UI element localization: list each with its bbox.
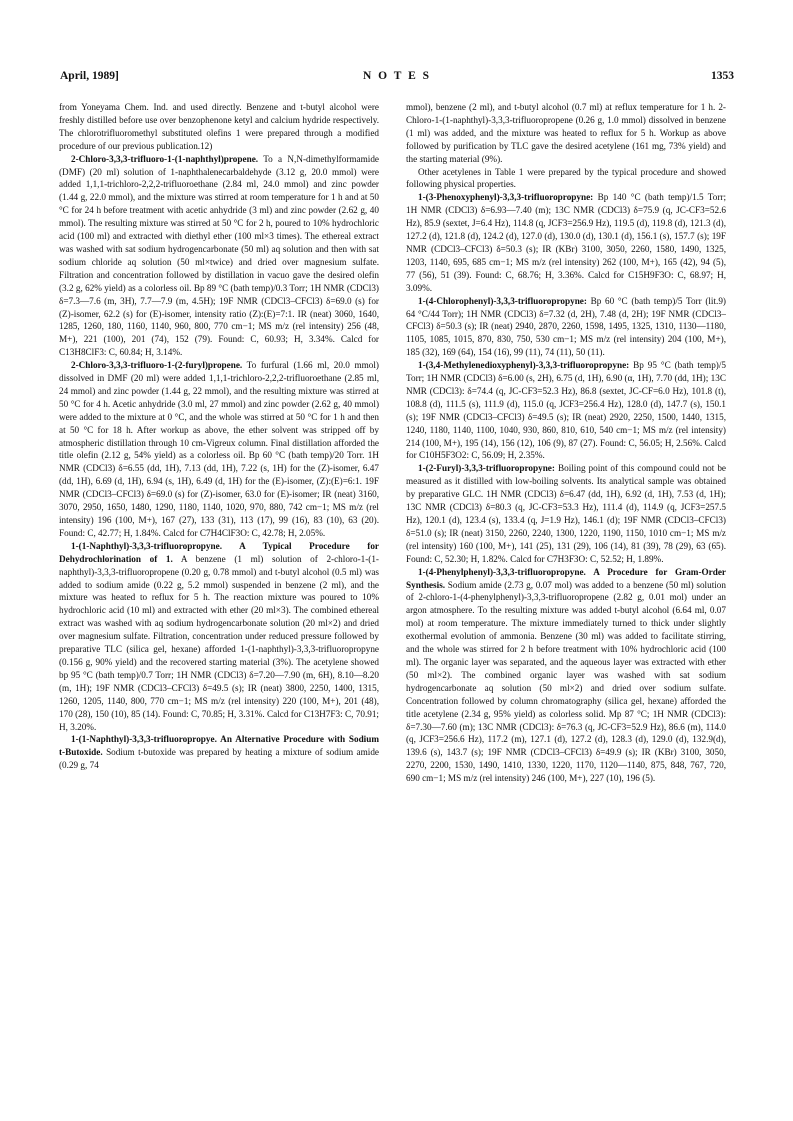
compound-heading: 1-(1-Naphthyl)-3,3,3-trifluoropropye. An Alternative Procedure with Sodium t-Butoxide.: [59, 734, 379, 758]
paragraph-text: Sodium t-butoxide was prepared by heating a mixture of sodium amide (0.29 g, 74: [59, 747, 379, 771]
paragraph-text: Other acetylenes in Table 1 were prepared by the typical procedure and showed following physical properties.: [406, 166, 726, 190]
paragraph: [406, 295, 726, 360]
compound-heading: 1-(4-Phenylphenyl)-3,3,3-trifluoropropyne. A Procedure for Gram-Order Synthesis.: [406, 566, 726, 590]
paragraph-text: Boiling point of this compound could not be measured as it distilled with low-boiling solvents. Its analytical sample was obtained by preparative GLC. 1H NMR (CDCl3) δ=6.47 (dd, 1H), 6.92 (d, 1H), 7.53 (d, 1H); 13C NMR (CDCl3) δ=80.3 (q, JC-CF3=53.3 Hz), 111.4 (d), 114.9 (q, JCF3=257.5 Hz), 120.1 (d), 123.4 (s), 133.4 (q, J=1.9 Hz), 146.1 (d); 19F NMR (CDCl3–CFCl3) δ=51.0 (s); IR (neat) 3150, 2260, 2240, 1300, 1220, 1190, 1150, 1010 cm−1; MS m/z (rel intensity) 160 (100, M+), 141 (25), 131 (29), 106 (14), 81 (39), 78 (29), 63 (65). Found: C, 52.30; H, 1.82%. Calcd for C7H3F3O: C, 52.52; H, 1.89%.: [406, 463, 726, 564]
compound-heading: 2-Chloro-3,3,3-trifluoro-1-(1-naphthyl)propene.: [71, 153, 259, 164]
paragraph: [59, 733, 379, 772]
compound-heading: 1-(1-Naphthyl)-3,3,3-trifluoropropyne. A Typical Procedure for Dehydrochlorination of 1.: [59, 540, 379, 564]
paragraph-text: Bp 60 °C (bath temp)/5 Torr (lit.9) 64 °C/44 Torr); 1H NMR (CDCl3) δ=7.32 (d, 2H), 7.48 (d, 2H); 19F NMR (CDCl3–CFCl3) δ=50.3 (s); IR (neat) 2940, 2870, 2260, 1598, 1495, 1325, 1310, 1130—1180, 1105, 1085, 1015, 870, 830, 750, 530 cm−1; MS m/z (rel intensity) 204 (100, M+), 185 (32), 169 (64), 154 (16), 99 (11), 74 (11), 50 (11).: [406, 295, 726, 358]
paragraph-text: A benzene (1 ml) solution of 2-chloro-1-(1-naphthyl)-3,3,3-trifluoropropene (0.20 g, 0.78 mmol) and t-butyl alcohol (0.5 ml) was added to sodium amide (0.22 g, 5.2 mmol) suspended in benzene (2 ml), and the mixture was heated to reflux for 5 h. The reaction mixture was poured to 10% hydrochloric acid (10 ml) and extracted with ether (20 ml×3). The combined ethereal extract was washed with aq sodium hydrogencarbonate solution (20 ml×2) and dried over magnesium sulfate. Filtration, concentration under reduced pressure followed by preparative TLC (silica gel, hexane) afforded 1-(1-naphthyl)-3,3,3-trifluoropropyne (0.156 g, 90% yield) and the recovered starting material (3%). The acetylene showed bp 95 °C (bath temp)/0.7 Torr; 1H NMR (CDCl3) δ=7.20—7.90 (m, 6H), 8.10—8.20 (m, 1H); 19F NMR (CDCl3–CFCl3) δ=49.5 (s); IR (neat) 3800, 2250, 1400, 1315, 1260, 1205, 1140, 800, 770 cm−1; MS m/z (rel intensity) 220 (100, M+), 201 (48), 170 (28), 150 (10), 85 (14). Found: C, 70.85; H, 3.31%. Calcd for C13H7F3: C, 70.91; H, 3.20%.: [59, 553, 379, 732]
compound-heading: 1-(4-Chlorophenyl)-3,3,3-trifluoropropyne:: [418, 295, 587, 306]
running-header: [60, 70, 734, 86]
compound-heading: 2-Chloro-3,3,3-trifluoro-1-(2-furyl)propene.: [71, 360, 243, 371]
paragraph-text: To a N,N-dimethylformamide (DMF) (20 ml) solution of 1-naphthalenecarbaldehyde (3.12 g, 20.0 mmol) were added 1,1,1-trichloro-2,2,2-trifluoroethane (2.84 ml, 24.0 mmol) and zinc powder (1.44 g, 22.0 mmol), and the mixture was stirred at room temperature for 1 h and at 50 °C for 24 h before treatment with acetic anhydride (3 ml) and zinc powder (2.62 g, 40 mmol). The resulting mixture was stirred at 50 °C for 2 h, poured to 10% hydrochloric acid (100 ml) and extracted with diethyl ether (100 ml×3 times). The ethereal extract was washed with sat sodium hydrogencarbonate (50 ml) aq solution and then with sat sodium chloride aq solution (50 ml×twice) and dried over magnesium sulfate. Filtration and concentration followed by distillation in vacuo gave the desired olefin (3.2 g, 62% yield) as a colorless oil. Bp 89 °C (bath temp)/0.3 Torr; 1H NMR (CDCl3) δ=7.3—7.6 (m, 3H), 7.7—7.9 (m, 4.5H); 19F NMR (CDCl3–CFCl3) δ=69.0 (s) for (Z)-isomer, 62.2 (s) for (E)-isomer, intensity ratio (Z):(E)=7:1. IR (neat) 3060, 1640, 1285, 1260, 180, 1160, 1140, 960, 800, 770 cm−1; MS m/z (rel intensity) 256 (48, M+), 221 (100), 201 (74), 152 (79). Found: C, 60.93; H, 3.34%. Calcd for C13H8ClF3: C, 60.84; H, 3.14%.: [59, 153, 379, 358]
section-title: N O T E S: [362, 70, 432, 82]
paragraph: [406, 191, 726, 294]
paragraph-text: from Yoneyama Chem. Ind. and used directly. Benzene and t-butyl alcohol were freshly distilled before use over benzophenone ketyl and calcium hydride respectively. The chlorotrifluoromethyl substituted olefins 1 were prepared through a modified procedure of our previous publication.12): [59, 102, 379, 151]
paragraph: [406, 166, 726, 192]
paragraph: [59, 101, 379, 153]
compound-heading: 1-(3-Phenoxyphenyl)-3,3,3-trifluoropropyne:: [418, 192, 594, 203]
paragraph-text: Bp 140 °C (bath temp)/1.5 Torr; 1H NMR (CDCl3) δ=6.93—7.40 (m); 13C NMR (CDCl3) δ=75.9 (q, JC-CF3=52.6 Hz), 85.9 (sextet, J=6.4 Hz), 114.8 (q, JCF3=256.9 Hz), 119.5 (d), 119.8 (d), 121.3 (d), 127.2 (d), 121.8 (d), 124.2 (d), 127.0 (d), 130.0 (d), 130.1 (d), 156.1 (s), 157.7 (s); 19F NMR (CDCl3–CFCl3) δ=50.3 (s); IR (KBr) 3100, 3050, 2260, 1580, 1490, 1325, 1203, 1140, 695, 685 cm−1; MS m/z (rel intensity) 262 (100, M+), 165 (42), 94 (5), 77 (56), 51 (39). Found: C, 68.76; H, 3.36%. Calcd for C15H9F3O: C, 68.97; H, 3.09%.: [406, 192, 726, 293]
paragraph: [406, 101, 726, 166]
issue-date: April, 1989]: [60, 70, 119, 82]
left-column: [59, 101, 379, 1101]
paragraph-text: Sodium amide (2.73 g, 0.07 mol) was added to a benzene (50 ml) solution of 2-chloro-1-(4-phenylphenyl)-3,3,3-trifluoropropene (2.82 g, 0.01 mol) under an argon atmosphere. To the resulting mixture was added t-butyl alcohol (6.64 ml, 0.07 mol) at room temperature. The mixture immediately turned to thick under slightly exothermal evolution of ammonia. Benzene (30 ml) was added to facilitate stirring, and the whole was stirred for 2 h before treatment with 10% hydrochloric acid (100 ml). The organic layer was separated, and the aqueous layer was extracted with ether (50 ml×2). The combined organic layer was washed with sat sodium hydrogencarbonate aq solution (50 ml×2) and dried over sodium sulfate. Concentration followed by column chromatography (silica gel, hexane) afforded the title acetylene (2.34 g, 95% yield) as colorless solid. Mp 87 °C; 1H NMR (CDCl3): δ=7.30—7.60 (m); 13C NMR (CDCl3): δ=76.3 (q, JC-CF3=52.9 Hz), 86.6 (m), 114.0 (q, JCF3=256.6 Hz), 117.2 (m), 127.1 (d), 127.2 (d), 128.3 (d), 129.0 (d), 132.9(d), 139.6 (s), 143.7 (s); 19F NMR (CDCl3–CFCl3) δ=49.9 (s); IR (KBr) 3100, 3050, 2270, 2200, 1530, 1490, 1410, 1330, 1220, 1170, 1120—1140, 875, 848, 767, 720, 690 cm−1; MS m/z (rel intensity) 246 (100, M+), 227 (10), 196 (5).: [406, 579, 726, 784]
page-number: 1353: [711, 70, 734, 82]
compound-heading: 1-(3,4-Methylenedioxyphenyl)-3,3,3-trifluoropropyne:: [418, 360, 630, 371]
paragraph: [59, 153, 379, 360]
paragraph: [406, 566, 726, 785]
compound-heading: 1-(2-Furyl)-3,3,3-trifluoropropyne:: [418, 463, 555, 474]
paragraph: [406, 462, 726, 565]
paragraph: [59, 359, 379, 540]
paragraph-text: Bp 95 °C (bath temp)/5 Torr; 1H NMR (CDCl3) δ=6.00 (s, 2H), 6.75 (d, 1H), 6.90 (α, 1H), 7.70 (dd, 1H); 13C NMR (CDCl3): δ=74.4 (q, JC-CF3=52.3 Hz), 86.8 (sextet, JC-CF=6.0 Hz), 101.8 (t), 108.8 (d), 111.5 (s), 111.9 (d), 115.0 (q, JCF3=256.4 Hz), 128.0 (d), 147.7 (s), 150.1 (s); 19F NMR (CDCl3–CFCl3) δ=49.5 (s); IR (neat) 2920, 2250, 1500, 1440, 1315, 1240, 1180, 1140, 1100, 1040, 930, 860, 810, 610, 540 cm−1; MS m/z (rel intensity) 214 (100, M+), 195 (14), 156 (12), 106 (9), 87 (27). Found: C, 56.05; H, 2.56%. Calcd for C10H5F3O2: C, 56.09; H, 2.35%.: [406, 360, 726, 461]
paragraph: [59, 540, 379, 734]
paragraph-text: mmol), benzene (2 ml), and t-butyl alcohol (0.7 ml) at reflux temperature for 1 h. 2-Chloro-1-(1-naphthyl)-3,3,3-trifluoropropene (0.26 g, 1.0 mmol) dissolved in benzene (1 ml) was added, and the mixture was heated to reflux for 5 h. Workup as above followed by purification by TLC gave the desired acetylene (161 mg, 73% yield) and the starting material (9%).: [406, 102, 726, 164]
right-column: [406, 101, 726, 1101]
paragraph-text: To furfural (1.66 ml, 20.0 mmol) dissolved in DMF (20 ml) were added 1,1,1-trichloro-2,2,2-trifluoroethane (2.85 ml, 24 mmol) and zinc powder (1.44 g, 22 mmol), and the resulting mixture was stirred at 50 °C for 4 h. Acetic anhydride (3.0 ml, 27 mmol) and zinc powder (2.62 g, 40 mmol) were added to the mixture at 0 °C, and the whole was stirred at 50 °C for 1 h and then at 50 °C for 18 h. After workup as above, the ether solvent was stripped off by atmospheric distillation through 10 cm-Vigreux column. Final distillation afforded the title olefin (2.12 g, 54% yield) as a colorless oil. Bp 60 °C (bath temp)/20 Torr. 1H NMR (CDCl3) δ=6.55 (dd, 1H), 7.13 (dd, 1H), 7.22 (s, 1H) for the (Z)-isomer, 6.47 (dd, 1H), 6.69 (d, 1H), 6.94 (s, 1H), 6.49 (d, 1H) for the (E)-isomer, (Z):(E)=6:1. 19F NMR (CDCl3–CFCl3) δ=69.0 (s) for (Z)-isomer, 63.0 for (E)-isomer; IR (neat) 3160, 3070, 2950, 1650, 1480, 1290, 1180, 1140, 1020, 970, 880, 742 cm−1; MS m/z (rel intensity) 196 (100, M+), 167 (27), 133 (31), 113 (17), 99 (16), 83 (10), 63 (20). Found: C, 42.77; H, 1.84%. Calcd for C7H4ClF3O: C, 42.78; H, 2.05%.: [59, 360, 379, 538]
paragraph: [406, 359, 726, 462]
